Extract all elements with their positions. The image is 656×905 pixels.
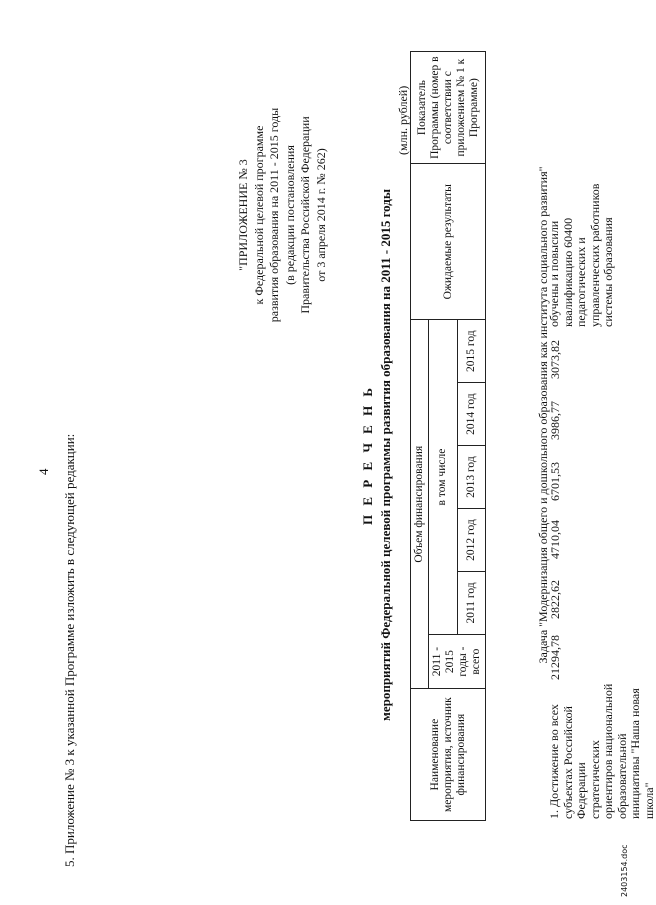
header-including: в том числе (429, 320, 458, 635)
appendix-line: от 3 апреля 2014 г. № 262) (313, 148, 328, 282)
funding-table-header (410, 51, 486, 821)
units-label: (млн. рублей) (396, 85, 410, 155)
header-year-2014: 2014 год (457, 383, 486, 446)
appendix-line: (в редакции постановления (282, 145, 297, 285)
appendix-line: "ПРИЛОЖЕНИЕ № 3 (236, 159, 250, 271)
header-year-2012: 2012 год (457, 509, 486, 572)
header-total: 2011 - 2015 годы - всего (429, 634, 486, 688)
value-total: 21294,78 (548, 635, 562, 680)
task-heading: Задача "Модернизация общего и дошкольного образования как института социального развития" (536, 166, 550, 664)
page-number: 4 (36, 468, 51, 475)
document-subtitle: мероприятий Федеральной целевой программы развития образования на 2011 - 2015 годы (378, 188, 393, 722)
header-year-2011: 2011 год (457, 572, 486, 635)
value-2011: 2822,62 (548, 580, 562, 619)
header-funding: Объем финансирования (411, 320, 429, 689)
header-year-2015: 2015 год (457, 320, 486, 383)
document-title: П Е Р Е Ч Е Н Ь (360, 384, 375, 526)
appendix-line: Правительства Российской Федерации (298, 116, 312, 314)
header-indicator: Показатель Программы (номер в соответствии с приложением № 1 к Программе) (411, 52, 486, 164)
value-2012: 4710,04 (548, 520, 562, 559)
file-code: 2403154.doc (620, 844, 629, 897)
appendix-heading (236, 45, 329, 385)
appendix-line: к Федеральной целевой программе (251, 125, 266, 305)
value-2014: 3986,77 (548, 401, 562, 440)
value-2015: 3073,82 (548, 340, 562, 379)
measure-name: 1. Достижение во всех субъектах Российской Федерации стратегических ориентиров национальной образовательной инициативы "Наша новая школа" (547, 683, 656, 819)
appendix-line: развития образования на 2011 - 2015 годы (267, 107, 281, 323)
expected-results: обучены и повысили квалификацию 60400 педагогических и управленческих работников системы образования (547, 183, 615, 327)
header-name: Наименование мероприятия, источник финансирования (411, 689, 486, 821)
value-2013: 6701,53 (548, 462, 562, 501)
amendment-instruction: 5. Приложение № 3 к указанной Программе изложить в следующей редакции: (62, 433, 77, 867)
header-year-2013: 2013 год (457, 446, 486, 509)
header-results: Ожидаемые результаты (411, 164, 486, 320)
